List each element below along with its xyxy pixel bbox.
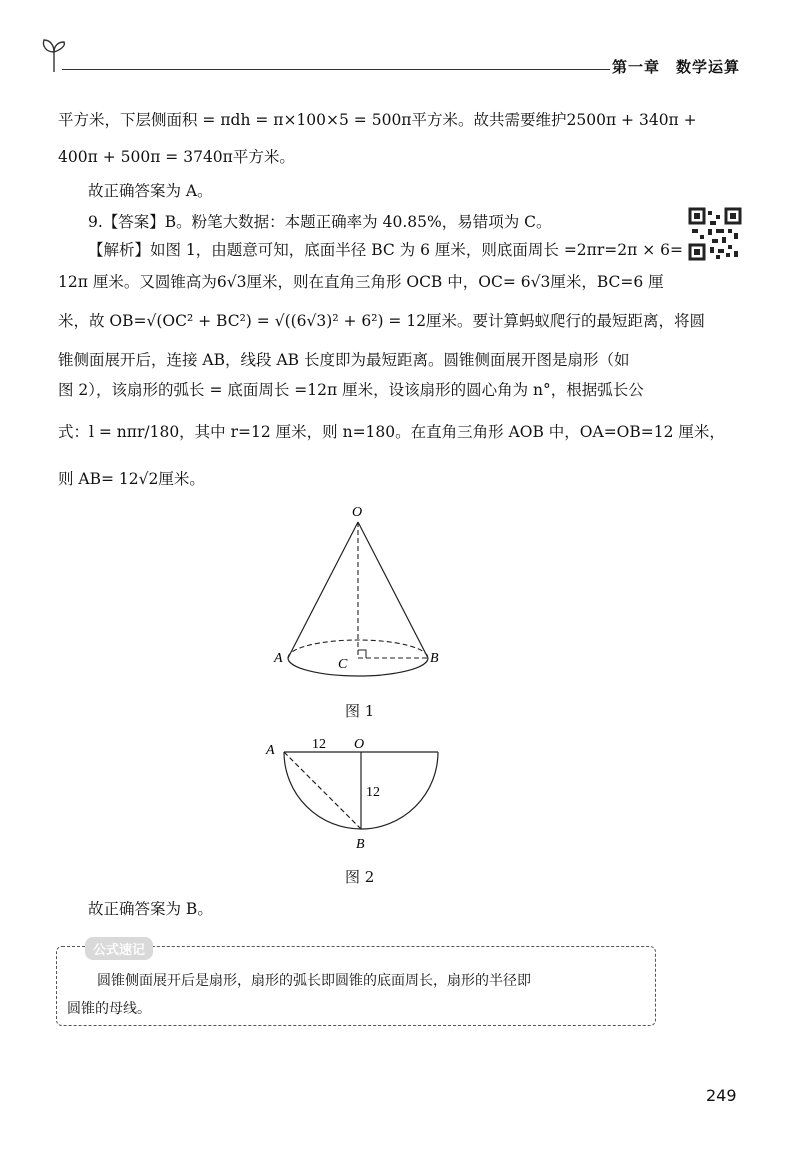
tip-line-1: 圆锥侧面展开后是扇形，扇形的弧长即圆锥的底面周长，扇形的半径即: [97, 973, 531, 989]
analysis-line-3: 米，故 OB=√(OC² + BC²) = √((6√3)² + 6²) = 12厘米。要计算蚂蚁爬行的最短距离，将圆: [58, 312, 706, 330]
text-line-3: 故正确答案为 A。: [88, 182, 213, 200]
label-OB-length: 12: [366, 785, 380, 800]
tip-badge: 公式速记: [85, 937, 153, 960]
page-header: [40, 38, 740, 78]
label-A: A: [266, 743, 275, 758]
label-O: O: [352, 505, 363, 520]
analysis-line-2: 12π 厘米。又圆锥高为6√3厘米，则在直角三角形 OCB 中，OC= 6√3厘米，BC=6 厘: [58, 273, 664, 291]
final-answer: 故正确答案为 B。: [88, 900, 213, 918]
figure-2-caption: 图 2: [345, 868, 375, 886]
qr-code-icon[interactable]: [688, 207, 742, 261]
analysis-line-4: 锥侧面展开后，连接 AB，线段 AB 长度即为最短距离。圆锥侧面展开图是扇形（如: [58, 351, 630, 369]
text-line-1: 平方米，下层侧面积 = πdh = π×100×5 = 500π平方米。故共需要维护2500π + 340π +: [58, 111, 697, 129]
text-line-2: 400π + 500π = 3740π平方米。: [58, 148, 295, 166]
figure-2-sector: [262, 732, 452, 856]
formula-tip-box: [56, 943, 656, 1026]
analysis-line-1: 【解析】如图 1，由题意可知，底面半径 BC 为 6 厘米，则底面周长 =2πr=2π × 6=: [88, 241, 683, 259]
analysis-line-7: 则 AB= 12√2厘米。: [58, 470, 205, 488]
figure-1-caption: 图 1: [345, 702, 375, 720]
answer-line: 9.【答案】B。粉笔大数据：本题正确率为 40.85%，易错项为 C。: [88, 213, 552, 231]
tip-text: [67, 967, 645, 1023]
header-rule: [62, 69, 610, 70]
label-A: A: [274, 651, 283, 666]
analysis-line-6: 式：l = nπr/180，其中 r=12 厘米，则 n=180。在直角三角形 AOB 中，OA=OB=12 厘米，: [58, 423, 725, 441]
chapter-title: 第一章 数学运算: [611, 58, 740, 76]
label-C: C: [338, 657, 348, 672]
label-B: B: [356, 837, 365, 852]
tip-line-2: 圆锥的母线。: [67, 1001, 151, 1017]
label-O: O: [354, 737, 365, 752]
label-B: B: [430, 651, 439, 666]
label-AO-length: 12: [312, 737, 326, 752]
figure-1-cone: [270, 500, 450, 690]
page-number: 249: [706, 1086, 737, 1105]
analysis-line-5: 图 2），该扇形的弧长 = 底面周长 =12π 厘米，设该扇形的圆心角为 n°，根据弧长公: [58, 381, 644, 399]
